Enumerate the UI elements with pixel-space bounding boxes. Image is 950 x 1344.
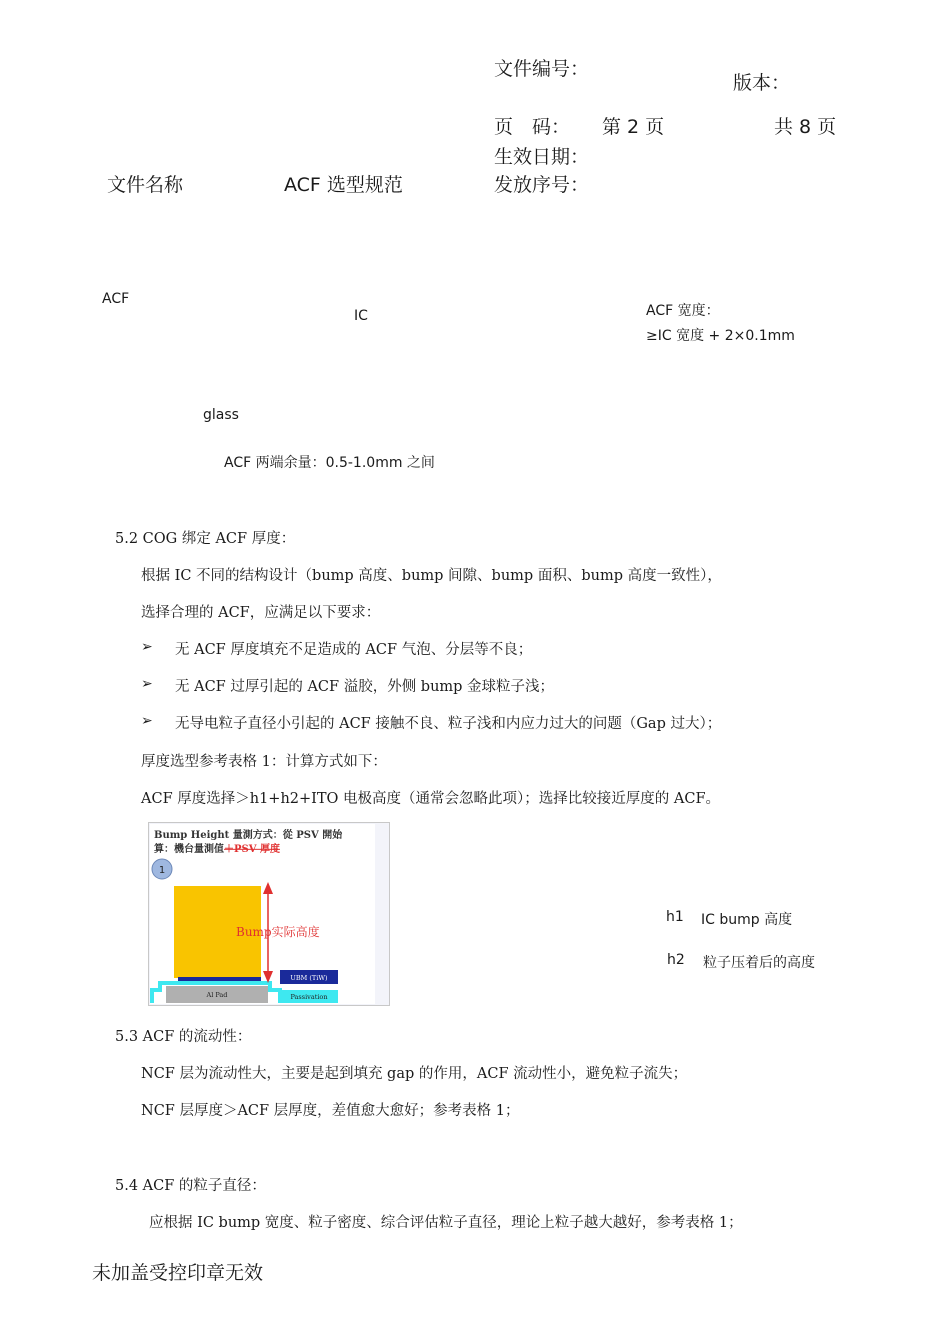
section-5-4-title: 5.4 ACF 的粒子直径：: [115, 1178, 266, 1194]
bump-height-label: Bump实际高度: [236, 925, 320, 939]
page-current: 第 2 页: [602, 116, 665, 138]
section-5-2-bullet-2: 无 ACF 过厚引起的 ACF 溢胶，外侧 bump 金球粒子浅；: [175, 679, 555, 695]
bump-height-diagram: [148, 822, 390, 1006]
section-5-4-paragraph-1: 应根据 IC bump 宽度、粒子密度、综合评估粒子直径，理论上粒子越大越好，参考表格 1；: [149, 1215, 743, 1231]
ubm-label: UBM (TiW): [290, 974, 328, 982]
version-label: 版本：: [733, 72, 791, 94]
legend-h1-key: h1: [666, 909, 684, 925]
doc-number-label: 文件编号：: [494, 58, 590, 80]
page-label: 页 码：: [494, 116, 571, 138]
section-5-2-title: 5.2 COG 绑定 ACF 厚度：: [115, 531, 296, 547]
section-5-2-paragraph-2: 选择合理的 ACF，应满足以下要求：: [141, 605, 381, 621]
passivation-label: Passivation: [290, 993, 328, 1001]
bullet-arrow-icon: ➢: [141, 676, 153, 692]
diagram-acf-width-line2: ≥IC 宽度 + 2×0.1mm: [646, 328, 795, 344]
bullet-arrow-icon: ➢: [141, 713, 153, 729]
figure-title-line2: [154, 842, 280, 855]
section-5-2-paragraph-3: 厚度选型参考表格 1：计算方式如下：: [141, 754, 387, 770]
figure-step-badge-number: 1: [158, 865, 166, 876]
diagram-glass-label: glass: [203, 407, 239, 423]
diagram-margin-label: ACF 两端余量：0.5-1.0mm 之间: [224, 455, 435, 471]
file-name-label: 文件名称: [107, 174, 184, 196]
issue-number-label: 发放序号：: [494, 174, 590, 196]
figure-title-line1: Bump Height 量測方式：從 PSV 開始: [154, 830, 343, 841]
diagram-acf-width-line1: ACF 宽度：: [646, 303, 720, 319]
section-5-2-paragraph-4: ACF 厚度选择＞h1+h2+ITO 电极高度（通常会忽略此项）；选择比较接近厚度的 ACF。: [141, 791, 721, 807]
bullet-arrow-icon: ➢: [141, 639, 153, 655]
diagram-ic-label: IC: [354, 308, 368, 324]
section-5-3-paragraph-1: NCF 层为流动性大，主要是起到填充 gap 的作用，ACF 流动性小，避免粒子流失；: [141, 1066, 688, 1082]
legend-h2-key: h2: [667, 952, 685, 968]
section-5-2-paragraph-1: 根据 IC 不同的结构设计（bump 高度、bump 间隙、bump 面积、bump 高度一致性），: [141, 568, 722, 584]
effective-date-label: 生效日期：: [494, 146, 590, 168]
diagram-acf-label: ACF: [102, 291, 130, 307]
page-total: 共 8 页: [774, 116, 837, 138]
section-5-2-bullet-3: 无导电粒子直径小引起的 ACF 接触不良、粒子浅和内应力过大的问题（Gap 过大）；: [175, 716, 722, 732]
al-pad-label: Al Pad: [206, 991, 228, 999]
figure-title-line2a: 算：機台量測值: [154, 844, 224, 855]
legend-h2-text: 粒子压着后的高度: [703, 955, 815, 971]
section-5-3-title: 5.3 ACF 的流动性：: [115, 1029, 252, 1045]
section-5-3-paragraph-2: NCF 层厚度＞ACF 层厚度，差值愈大愈好；参考表格 1；: [141, 1103, 520, 1119]
footer-stamp-note: 未加盖受控印章无效: [92, 1262, 264, 1284]
legend-h1-text: IC bump 高度: [701, 912, 793, 928]
figure-title-line2b: ＋PSV 厚度: [224, 844, 280, 855]
bump-height-figure: [148, 822, 390, 1006]
section-5-2-bullet-1: 无 ACF 厚度填充不足造成的 ACF 气泡、分层等不良；: [175, 642, 533, 658]
file-name-value: ACF 选型规范: [284, 174, 403, 196]
